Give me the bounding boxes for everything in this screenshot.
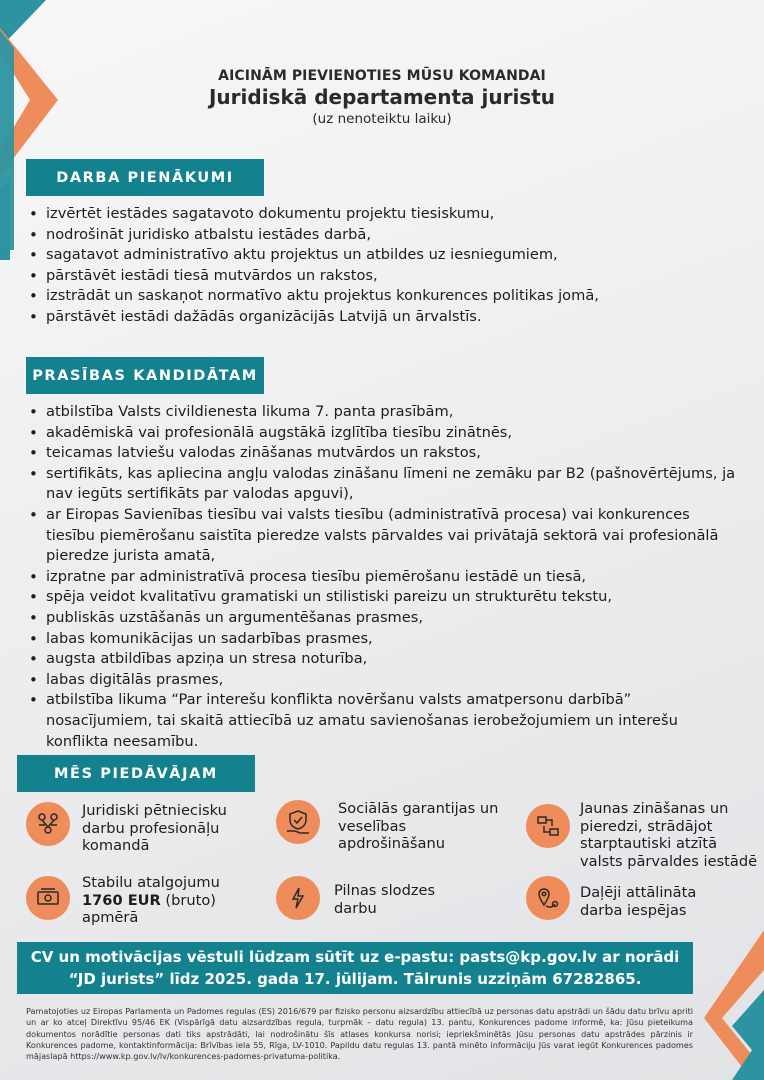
- list-item: • spēja veidot kvalitatīvu gramatiski un stilistiski pareizu un strukturētu tekstu,: [28, 587, 738, 608]
- list-item: • labas digitālās prasmes,: [28, 670, 738, 691]
- requirements-heading: PRASĪBAS KANDIDĀTAM: [26, 357, 264, 394]
- list-item: • izpratne par administratīvā procesa tiesību piemērošanu iestādē un tiesā,: [28, 567, 738, 588]
- offer-text-line: Sociālās garantijas un: [338, 800, 499, 817]
- offer-text-line: Stabilu atalgojumu: [82, 874, 220, 891]
- list-item: • sagatavot administratīvo aktu projektus un atbildes uz iesniegumiem,: [28, 245, 718, 266]
- header-invitation: AICINĀM PIEVIENOTIES MŪSU KOMANDAI: [218, 68, 546, 84]
- money-icon: [26, 876, 70, 920]
- offer-text-line: komandā: [82, 837, 150, 854]
- offer-text-line: darbu: [334, 899, 377, 917]
- offer-heading: MĒS PIEDĀVĀJAM: [17, 755, 255, 792]
- duties-heading: DARBA PIENĀKUMI: [26, 159, 264, 196]
- offer-text-line: valsts pārvaldes iestādē: [580, 852, 758, 870]
- offer-text-line: apmērā: [82, 909, 139, 926]
- offer-text-line: darba iespējas: [580, 901, 687, 919]
- offer-item-knowledge: [526, 800, 757, 870]
- list-item: • akadēmiskā vai profesionālā augstākā izglītība tiesību zinātnēs,: [28, 423, 738, 444]
- offer-text-line: Jaunas zināšanas un: [580, 800, 729, 817]
- list-item: • pārstāvēt iestādi tiesā mutvārdos un rakstos,: [28, 266, 718, 287]
- right-chevron-decoration: [692, 930, 764, 1080]
- list-item: • atbilstība likuma “Par interešu konflikta novēršanu valsts amatpersonu darbībā” nosacījumiem, tai skaitā attiecībā uz amatu savienošanas ierobežojumiem un interešu konflikta neesamību.: [28, 690, 738, 752]
- list-item: • teicamas latviešu valodas zināšanas mutvārdos un rakstos,: [28, 443, 738, 464]
- list-item: • augsta atbildības apziņa un stresa noturība,: [28, 649, 738, 670]
- map-pin-icon: [526, 876, 570, 920]
- offer-text-line: Pilnas slodzes: [334, 882, 436, 899]
- offer-item-salary: [26, 874, 220, 927]
- list-item: • nodrošināt juridisko atbalstu iestādes darbā,: [28, 225, 718, 246]
- offer-item-remote: [526, 876, 696, 920]
- shield-hand-icon: [276, 800, 320, 844]
- offer-item-social: [276, 800, 498, 853]
- application-line-2: “JD jurists” līdz 2025. gada 17. jūlijam. Tālrunis uzziņām 67282865.: [68, 970, 642, 988]
- application-line-1: CV un motivācijas vēstuli lūdzam sūtīt uz e-pastu: pasts@kp.gov.lv ar norādi: [30, 948, 680, 966]
- offer-item-fulltime: [276, 876, 435, 920]
- offer-text-line: veselības: [338, 817, 407, 835]
- privacy-notice: Pamatojoties uz Eiropas Parlamenta un Padomes regulas (ES) 2016/679 par fizisko personu aizsardzību attiecībā uz personas datu apstrādi un šādu datu brīvu apriti un ar ko atceļ Direktīvu 95/46 EK (Vispārīgā datu aizsardzības regula, turpmāk – datu regula) 13. pantu, Konkurences padome informē, ka: Jūsu pieteikuma dokumentos norādītie personas dati tiks apstrādāti, lai nodrošinātu šīs atlases konkursa norisi; iepriekšminētās Jūsu personas datu apstrādes pārzinis ir Konkurences padome, kontaktinformācija: Brīvības iela 55, Rīga, LV-1010. Papildu datu regulas 13. pantā minēto informāciju Jūs varat iegūt Konkurences padomes mājaslapā https://www.kp.gov.lv/lv/konkurences-padomes-privatuma-politika.: [26, 1006, 693, 1062]
- offer-text-line: Juridiski pētniecisku: [82, 802, 227, 819]
- offer-text-line: pieredzi, strādājot: [580, 817, 713, 835]
- list-item: • ar Eiropas Savienības tiesību vai valsts tiesību (administratīvā procesa) vai konkurences tiesību piemērošanu saistīta pieredze valsts pārvaldes vai privātajā sektorā vai profesionālā pieredze jurista amatā,: [28, 505, 738, 567]
- list-item: • sertifikāts, kas apliecina angļu valodas zināšanu līmeni ne zemāku par B2 (pašnovērtējums, ja nav iegūts sertifikāts par valodas apguvi),: [28, 464, 738, 505]
- offer-text-line: starptautiski atzītā: [580, 835, 718, 852]
- list-item: • atbilstība Valsts civildienesta likuma 7. panta prasībām,: [28, 402, 738, 423]
- job-title: Juridiskā departamenta juristu: [208, 85, 556, 109]
- duties-list: [28, 204, 718, 328]
- salary-line: [82, 892, 220, 910]
- list-item: • izvērtēt iestādes sagatavoto dokumentu projektu tiesiskumu,: [28, 204, 718, 225]
- team-research-icon: [26, 802, 70, 846]
- list-item: • labas komunikācijas un sadarbības prasmes,: [28, 629, 738, 650]
- job-duration: (uz nenoteiktu laiku): [312, 111, 452, 127]
- list-item: • pārstāvēt iestādi dažādās organizācijās Latvijā un ārvalstīs.: [28, 307, 718, 328]
- offer-item-research: [26, 802, 227, 855]
- requirements-list: [28, 402, 738, 752]
- offer-text-line: darbu profesionāļu: [82, 819, 220, 837]
- salary-suffix: (bruto): [160, 891, 216, 909]
- offer-text-line: apdrošināšanu: [338, 835, 445, 852]
- application-banner: [17, 942, 693, 994]
- energy-icon: [276, 876, 320, 920]
- page-header: [0, 68, 764, 127]
- offer-text-line: Daļēji attālināta: [580, 884, 697, 901]
- knowledge-exchange-icon: [526, 804, 570, 848]
- list-item: • publiskās uzstāšanās un argumentēšanas prasmes,: [28, 608, 738, 629]
- salary-amount: 1760 EUR: [82, 891, 161, 909]
- list-item: • izstrādāt un saskaņot normatīvo aktu projektus konkurences politikas jomā,: [28, 286, 718, 307]
